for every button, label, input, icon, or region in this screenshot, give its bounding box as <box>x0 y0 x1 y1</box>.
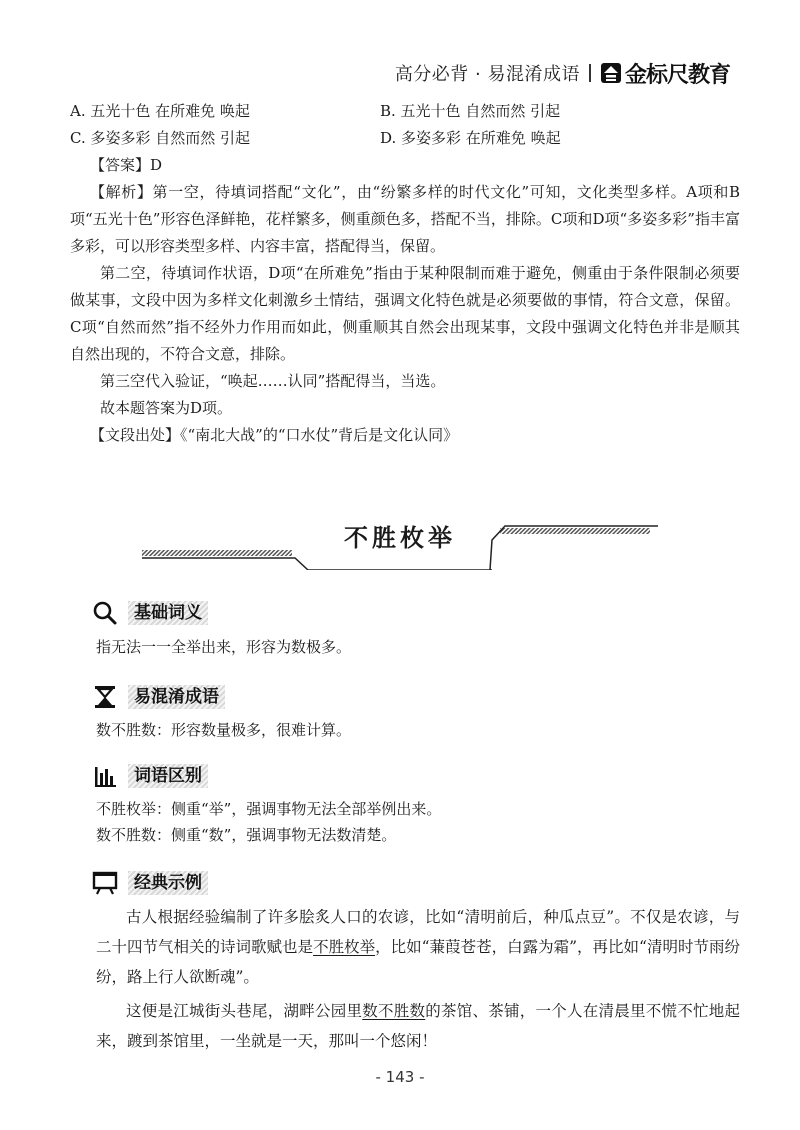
example-2-term: 数不胜数 <box>362 1002 426 1020</box>
header-divider <box>589 64 591 82</box>
option-b: B. 五光十色 自然而然 引起 <box>380 102 561 120</box>
entry-title-banner <box>140 518 660 570</box>
analysis-paragraph-3: 第三空代入验证，“唤起……认同”搭配得当，当选。 <box>100 372 446 390</box>
example-text <box>96 902 740 1056</box>
difference-text <box>96 796 740 848</box>
analysis-paragraph-1: 【解析】第一空，待填词搭配“文化”，由“纷繁多样的时代文化”可知，文化类型多样。A项和B项“五光十色”形容色泽鲜艳，花样繁多，侧重颜色多，搭配不当，排除。C项和D项“多姿多彩”指丰富多彩，可以形容类型多样、内容丰富，搭配得当，保留。 <box>70 183 740 255</box>
search-icon <box>92 600 118 626</box>
option-c: C. 多姿多彩 自然而然 引起 <box>70 129 251 147</box>
answer-options <box>70 98 740 449</box>
example-2-before: 这便是江城街头巷尾，湖畔公园里 <box>126 1002 363 1020</box>
section-word-difference <box>92 763 208 789</box>
source-line: 【文段出处】《“南北大战”的“口水仗”背后是文化认同》 <box>90 426 459 444</box>
section-label: 经典示例 <box>128 871 208 895</box>
option-a: A. 五光十色 在所难免 唤起 <box>70 102 250 120</box>
page-number: - 143 - <box>375 1068 425 1086</box>
bar-chart-icon <box>92 763 118 789</box>
brand-logo <box>600 58 730 89</box>
basic-meaning-text: 指无法一一全举出来，形容为数极多。 <box>96 638 352 656</box>
analysis-paragraph-4: 故本题答案为D项。 <box>100 399 233 417</box>
answer-line: 【答案】D <box>90 156 163 174</box>
analysis-paragraph-2: 第二空，待填词作状语，D项“在所难免”指由于某种限制而难于避免，侧重由于条件限制必须要做某事，文段中因为多样文化刺激乡土情结，强调文化特色就是必须要做的事情，符合文意，保留。C项“自然而然”指不经外力作用而如此，侧重顺其自然会出现某事，文段中强调文化特色并非是顺其自然出现的，不符合文意，排除。 <box>70 264 740 363</box>
difference-line-2: 数不胜数：侧重“数”，强调事物无法数清楚。 <box>96 826 397 844</box>
section-label: 词语区别 <box>128 764 208 788</box>
example-2-after: 的茶馆、茶铺，一个人在清晨里不慌不忙地起来，踱到茶馆里，一坐就是一天，那叫一个悠闲！ <box>96 1002 740 1050</box>
brand-icon <box>600 62 622 84</box>
hourglass-icon <box>92 684 118 710</box>
section-label: 基础词义 <box>128 601 208 625</box>
example-1-before: 古人根据经验编制了许多脍炙人口的农谚，比如“清明前后，种瓜点豆”。不仅是农谚，与二十四节气相关的诗词歌赋也是 <box>96 908 740 956</box>
section-label: 易混淆成语 <box>128 685 225 709</box>
header-section-title: 高分必背 · 易混淆成语 <box>394 64 580 85</box>
example-1-term: 不胜枚举 <box>313 938 376 956</box>
section-confused-idiom <box>92 684 225 710</box>
section-classic-example <box>92 870 208 896</box>
option-d: D. 多姿多彩 在所难免 唤起 <box>380 129 561 147</box>
page-header <box>395 56 730 90</box>
difference-line-1: 不胜枚举：侧重“举”，强调事物无法全部举例出来。 <box>96 800 442 818</box>
entry-title: 不胜枚举 <box>344 523 456 552</box>
presentation-board-icon <box>92 870 118 896</box>
example-1-after: ，比如“蒹葭苍苍，白露为霜”，再比如“清明时节雨纷纷，路上行人欲断魂”。 <box>96 938 740 986</box>
example-paragraph-2 <box>96 996 740 1056</box>
example-paragraph-1 <box>96 902 740 992</box>
brand-name: 金标尺教育 <box>624 62 730 88</box>
section-basic-meaning <box>92 600 208 626</box>
confused-idiom-text: 数不胜数：形容数量极多，很难计算。 <box>96 721 352 739</box>
